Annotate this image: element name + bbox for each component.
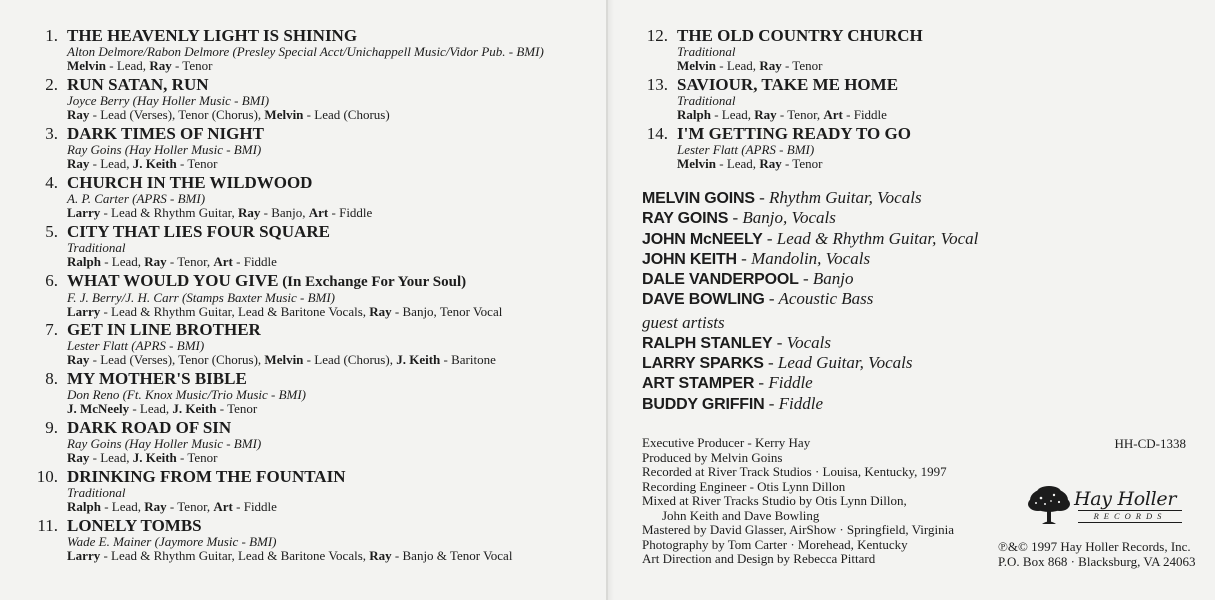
performer-role: - Fiddle (232, 254, 277, 269)
track-item (640, 124, 1200, 173)
performer-name: Ralph (67, 499, 101, 514)
track-item (30, 516, 590, 565)
copyright-line: P.O. Box 868 · Blacksburg, VA 24063 (998, 554, 1196, 569)
musician-instrument: - Mandolin, Vocals (736, 248, 871, 268)
performer-role: - Lead, (100, 499, 145, 514)
performer-role: - Tenor (781, 58, 823, 73)
track-number: 13. (646, 75, 668, 94)
performer-role: - Lead, (100, 254, 145, 269)
track-number: 2. (45, 75, 58, 94)
track-item (30, 369, 590, 418)
performer-name: J. McNeely (67, 401, 130, 416)
track-songwriter-credit: Traditional (67, 485, 126, 500)
copyright-line: ℗&© 1997 Hay Holler Records, Inc. (998, 539, 1191, 554)
track-list-left (30, 26, 590, 565)
performer-name: J. Keith (172, 401, 217, 416)
track-songwriter-credit: Alton Delmore/Rabon Delmore (Presley Special Acct/Unichappell Music/Vidor Pub. - BMI) (67, 44, 544, 59)
guest-artist-list (642, 333, 1202, 414)
guest-artists-heading: guest artists (642, 312, 725, 332)
performer-name: Larry (67, 205, 101, 220)
track-performers (67, 156, 590, 171)
track-performers (677, 156, 1200, 171)
track-title (67, 516, 590, 536)
track-title-text: DRINKING FROM THE FOUNTAIN (67, 467, 346, 486)
performer-name: Art (823, 107, 843, 122)
track-title (67, 369, 590, 389)
performer-role: - Lead & Rhythm Guitar, Lead & Baritone Vocals, (100, 304, 370, 319)
track-performers (67, 548, 590, 563)
credit-line: Recorded at River Track Studios · Louisa, Kentucky, 1997 (642, 464, 947, 479)
track-songwriter-credit: Lester Flatt (APRS - BMI) (67, 338, 205, 353)
production-credits (642, 436, 1002, 567)
performer-role: - Fiddle (842, 107, 887, 122)
performer-name: Ray (144, 254, 167, 269)
track-number: 1. (45, 26, 58, 45)
performer-name: J. Keith (132, 450, 177, 465)
track-songwriter-credit: Traditional (67, 240, 126, 255)
track-number: 7. (45, 320, 58, 339)
musician-item (642, 249, 1202, 269)
musician-list (642, 188, 1202, 310)
catalog-number: HH-CD-1338 (1114, 436, 1186, 451)
track-title-text: THE OLD COUNTRY CHURCH (677, 26, 923, 45)
performer-name: Art (308, 205, 329, 220)
performer-role: - Tenor, (776, 107, 824, 122)
guest-artist-item (642, 353, 1202, 373)
performer-role: - Baritone (440, 352, 496, 367)
musician-instrument: - Banjo (798, 269, 854, 289)
performer-name: Ray (67, 107, 90, 122)
track-songwriter-credit: Joyce Berry (Hay Holler Music - BMI) (67, 93, 270, 108)
track-item (30, 271, 590, 320)
musician-instrument: - Banjo, Vocals (728, 208, 836, 228)
track-title-text: CHURCH IN THE WILDWOOD (67, 173, 313, 192)
performer-role: - Lead, (716, 58, 760, 73)
performer-name: Melvin (677, 156, 716, 171)
performer-role: - Tenor (171, 58, 213, 73)
performer-name: Art (213, 254, 233, 269)
performer-name: Ray (67, 450, 90, 465)
track-title (677, 75, 1200, 95)
credit-line: Photography by Tom Carter · Morehead, Kentucky (642, 536, 908, 552)
track-title (67, 320, 590, 340)
track-songwriter-credit: Don Reno (Ft. Knox Music/Trio Music - BMI) (67, 387, 307, 402)
musician-name: BUDDY GRIFFIN (642, 395, 765, 413)
track-performers (67, 401, 590, 416)
track-number: 3. (45, 124, 58, 143)
track-title-text: THE HEAVENLY LIGHT IS SHINING (67, 26, 358, 45)
track-number: 12. (646, 26, 668, 45)
performer-role: - Tenor, (166, 499, 214, 514)
track-number: 10. (36, 467, 58, 486)
guest-artist-item (642, 394, 1202, 414)
performer-role: - Lead, (106, 58, 150, 73)
credit-line: Mixed at River Tracks Studio by Otis Lynn Dillon, (642, 493, 907, 508)
performer-role: - Lead (Verses), Tenor (Chorus), (89, 107, 265, 122)
track-title (67, 418, 590, 438)
musician-name: JOHN KEITH (642, 250, 737, 268)
performer-role: - Lead (Verses), Tenor (Chorus), (89, 352, 265, 367)
performer-role: - Tenor (176, 450, 218, 465)
performer-name: Melvin (677, 58, 716, 73)
track-songwriter-credit: Wade E. Mainer (Jaymore Music - BMI) (67, 534, 277, 549)
musician-item (642, 208, 1202, 228)
track-title-text: LONELY TOMBS (67, 516, 202, 535)
musicians-section (642, 188, 1202, 414)
credit-line: Mastered by David Glasser, AirShow · Springfield, Virginia (642, 522, 954, 537)
performer-name: Ray (67, 156, 90, 171)
track-number: 11. (37, 516, 58, 535)
performer-role: - Fiddle (232, 499, 277, 514)
track-item (30, 26, 590, 75)
musician-name: JOHN McNEELY (642, 230, 763, 248)
performer-role: - Lead & Rhythm Guitar, (100, 205, 238, 220)
performer-role: - Lead, (89, 450, 133, 465)
musician-item (642, 229, 1202, 249)
track-title (677, 124, 1200, 144)
track-item (640, 75, 1200, 124)
performer-role: - Banjo, (260, 205, 309, 220)
track-item (640, 26, 1200, 75)
musician-instrument: - Vocals (772, 332, 831, 352)
performer-name: Ray (149, 58, 172, 73)
performer-role: - Lead (Chorus) (303, 107, 390, 122)
musician-name: RAY GOINS (642, 210, 729, 228)
copyright-block (998, 539, 1196, 569)
credit-line: Art Direction and Design by Rebecca Pittard (642, 551, 876, 566)
track-performers (67, 352, 590, 367)
musician-instrument: - Fiddle (754, 373, 813, 393)
guest-artist-item (642, 333, 1202, 353)
track-number: 5. (45, 222, 58, 241)
performer-name: Ray (67, 352, 90, 367)
track-title-text: CITY THAT LIES FOUR SQUARE (67, 222, 330, 241)
performer-role: - Lead, (129, 401, 173, 416)
musician-name: DALE VANDERPOOL (642, 271, 799, 289)
track-number: 9. (45, 418, 58, 437)
track-performers (67, 58, 590, 73)
track-performers (67, 499, 590, 514)
track-title (67, 75, 590, 95)
track-title (677, 26, 1200, 46)
track-number: 14. (646, 124, 668, 143)
track-title-text: DARK ROAD OF SIN (67, 418, 232, 437)
musician-name: ART STAMPER (642, 375, 755, 393)
track-item (30, 222, 590, 271)
performer-name: Ray (369, 304, 392, 319)
track-title (67, 26, 590, 46)
musician-instrument: - Lead & Rhythm Guitar, Vocal (762, 228, 979, 248)
performer-role: - Lead (Chorus), (303, 352, 397, 367)
track-title (67, 222, 590, 242)
track-title-text: DARK TIMES OF NIGHT (67, 124, 264, 143)
performer-name: Larry (67, 548, 101, 563)
track-title-text: WHAT WOULD YOU GIVE (67, 271, 279, 290)
performer-name: Ralph (677, 107, 711, 122)
track-item (30, 75, 590, 124)
tree-icon (1026, 486, 1072, 526)
performer-name: Ralph (67, 254, 101, 269)
track-songwriter-credit: Ray Goins (Hay Holler Music - BMI) (67, 142, 262, 157)
performer-role: - Lead, (89, 156, 133, 171)
credit-line: Recording Engineer - Otis Lynn Dillon (642, 478, 846, 494)
musician-name: LARRY SPARKS (642, 355, 764, 373)
track-list-right (640, 26, 1200, 173)
performer-role: - Tenor (216, 401, 258, 416)
track-item (30, 418, 590, 467)
performer-name: J. Keith (132, 156, 177, 171)
musician-item (642, 188, 1202, 208)
label-name: Hay Holler (1074, 488, 1177, 510)
track-performers (67, 450, 590, 465)
performer-name: Ray (237, 205, 261, 220)
track-title (67, 467, 590, 487)
track-title-text: SAVIOUR, TAKE ME HOME (677, 75, 899, 94)
track-songwriter-credit: Ray Goins (Hay Holler Music - BMI) (67, 436, 262, 451)
track-performers (677, 58, 1200, 73)
track-item (30, 173, 590, 222)
track-performers (67, 205, 590, 220)
credit-line: Produced by Melvin Goins (642, 449, 783, 465)
track-number: 4. (45, 173, 58, 192)
performer-name: Larry (67, 304, 101, 319)
track-title (67, 271, 590, 292)
performer-name: Art (213, 499, 233, 514)
performer-role: - Fiddle (328, 205, 373, 220)
track-songwriter-credit: Lester Flatt (APRS - BMI) (677, 142, 815, 157)
musician-name: RALPH STANLEY (642, 334, 773, 352)
track-title-text: I'M GETTING READY TO GO (677, 124, 911, 143)
track-item (30, 467, 590, 516)
track-subtitle: (In Exchange For Your Soul) (278, 274, 467, 290)
performer-role: - Tenor (176, 156, 218, 171)
performer-role: - Tenor, (166, 254, 214, 269)
track-title (67, 173, 590, 193)
musician-name: DAVE BOWLING (642, 291, 765, 309)
musician-name: MELVIN GOINS (642, 190, 755, 207)
track-number: 6. (45, 271, 58, 290)
track-title-text: RUN SATAN, RUN (67, 75, 209, 94)
track-item (30, 320, 590, 369)
musician-instrument: - Acoustic Bass (764, 289, 874, 309)
track-songwriter-credit: F. J. Berry/J. H. Carr (Stamps Baxter Music - BMI) (67, 290, 336, 305)
guest-artist-item (642, 373, 1202, 393)
performer-role: - Banjo, Tenor Vocal (391, 304, 503, 319)
track-performers (67, 304, 590, 319)
track-item (30, 124, 590, 173)
label-logo (1026, 486, 1186, 530)
track-title (67, 124, 590, 144)
credit-line: Executive Producer - Kerry Hay (642, 435, 811, 450)
performer-name: Ray (759, 58, 782, 73)
performer-name: Ray (144, 499, 167, 514)
musician-instrument: - Fiddle (764, 393, 823, 413)
track-performers (67, 254, 590, 269)
track-songwriter-credit: Traditional (677, 93, 736, 108)
label-subtitle: RECORDS (1078, 510, 1182, 523)
track-number: 8. (45, 369, 58, 388)
performer-role: - Tenor (781, 156, 823, 171)
performer-name: Melvin (264, 107, 304, 122)
track-performers (67, 107, 590, 122)
performer-name: Ray (369, 548, 392, 563)
performer-name: Melvin (264, 352, 304, 367)
performer-role: - Banjo & Tenor Vocal (391, 548, 513, 563)
performer-role: - Lead, (710, 107, 755, 122)
musician-instrument: - Lead Guitar, Vocals (763, 353, 913, 373)
track-songwriter-credit: Traditional (677, 44, 736, 59)
performer-name: Ray (759, 156, 782, 171)
musician-instrument: - Rhythm Guitar, Vocals (754, 188, 922, 207)
performer-role: - Lead, (716, 156, 760, 171)
performer-name: J. Keith (396, 352, 441, 367)
fold-shadow (608, 0, 614, 600)
track-songwriter-credit: A. P. Carter (APRS - BMI) (67, 191, 206, 206)
track-title-text: MY MOTHER'S BIBLE (67, 369, 247, 388)
track-title-text: GET IN LINE BROTHER (67, 320, 261, 339)
performer-name: Melvin (67, 58, 106, 73)
performer-name: Ray (754, 107, 777, 122)
performer-role: - Lead & Rhythm Guitar, Lead & Baritone Vocals, (100, 548, 370, 563)
musician-item (642, 289, 1202, 309)
musician-item (642, 269, 1202, 289)
track-performers (677, 107, 1200, 122)
credit-line: John Keith and Dave Bowling (662, 507, 820, 523)
